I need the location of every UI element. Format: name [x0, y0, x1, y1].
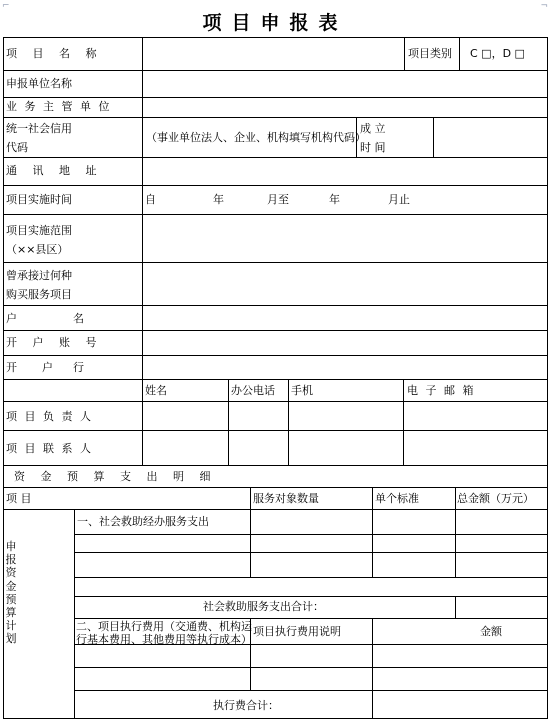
scope-label-line1: 项目实施范围	[6, 224, 72, 237]
credit-code-label-line2: 代码	[6, 141, 28, 154]
subtotal1-label: 社会救助服务支出合计：	[203, 600, 324, 613]
project-leader-label: 项 目 负 责 人	[6, 410, 93, 423]
credit-code-note: （事业单位法人、企业、机构填写机构代码）	[146, 131, 366, 144]
project-contact-label: 项 目 联 系 人	[6, 442, 93, 455]
established-label-line2: 时 间	[360, 141, 386, 154]
amount-header: 金额	[480, 625, 502, 638]
service-count-header: 服务对象数量	[253, 492, 319, 505]
section2-label-line1: 二、项目执行费用（交通费、机构运	[76, 620, 252, 633]
col-mobile: 手机	[291, 384, 313, 397]
corner-mark-right: ¬	[540, 1, 548, 11]
item-header: 项 目	[6, 492, 32, 505]
period-year-2: 年	[329, 193, 340, 206]
project-category-label: 项目类别	[408, 47, 452, 60]
applicant-label: 申报单位名称	[6, 77, 72, 90]
scope-label-line2: （××县区）	[6, 243, 69, 256]
address-label: 通 讯 地 址	[6, 164, 103, 177]
total-amount-header: 总金额（万元）	[457, 492, 534, 505]
period-year-1: 年	[213, 193, 224, 206]
bank-label-a: 开	[6, 361, 17, 374]
prior-projects-label-line2: 购买服务项目	[6, 288, 72, 301]
period-from: 自	[145, 193, 156, 206]
corner-mark-left: ⌐	[2, 1, 10, 11]
budget-plan-side-label: 申报资金预算计划	[5, 540, 17, 646]
prior-projects-label-line1: 曾承接过何种	[6, 269, 72, 282]
exec-desc-header: 项目执行费用说明	[253, 625, 341, 638]
budget-section-title: 资 金 预 算 支 出 明 细	[14, 470, 217, 483]
period-month-to: 月至	[267, 193, 289, 206]
form-title: 项目申报表	[202, 12, 348, 34]
established-label-line1: 成 立	[360, 122, 386, 135]
unit-standard-header: 单个标准	[375, 492, 419, 505]
project-name-label: 项 目 名 称	[6, 47, 103, 60]
period-label: 项目实施时间	[6, 193, 72, 206]
col-email: 电 子 邮 箱	[407, 384, 476, 397]
section1-label: 一、社会救助经办服务支出	[77, 515, 209, 528]
supervisor-label: 业 务 主 管 单 位	[6, 100, 112, 113]
col-office-phone: 办公电话	[231, 384, 275, 397]
category-checkboxes[interactable]: C □，D □	[470, 47, 525, 60]
subtotal2-label: 执行费合计：	[213, 699, 279, 712]
period-month-end: 月止	[388, 193, 410, 206]
bank-label-b: 户	[42, 361, 53, 374]
bank-label-c: 行	[73, 361, 84, 374]
account-number-label: 开 户 账 号	[6, 336, 103, 349]
credit-code-label-line1: 统一社会信用	[6, 122, 72, 135]
col-name: 姓名	[145, 384, 167, 397]
account-holder-label-b: 名	[73, 312, 84, 325]
account-holder-label-a: 户	[6, 312, 17, 325]
section2-label-line2: 行基本费用、其他费用等执行成本）	[76, 633, 252, 646]
